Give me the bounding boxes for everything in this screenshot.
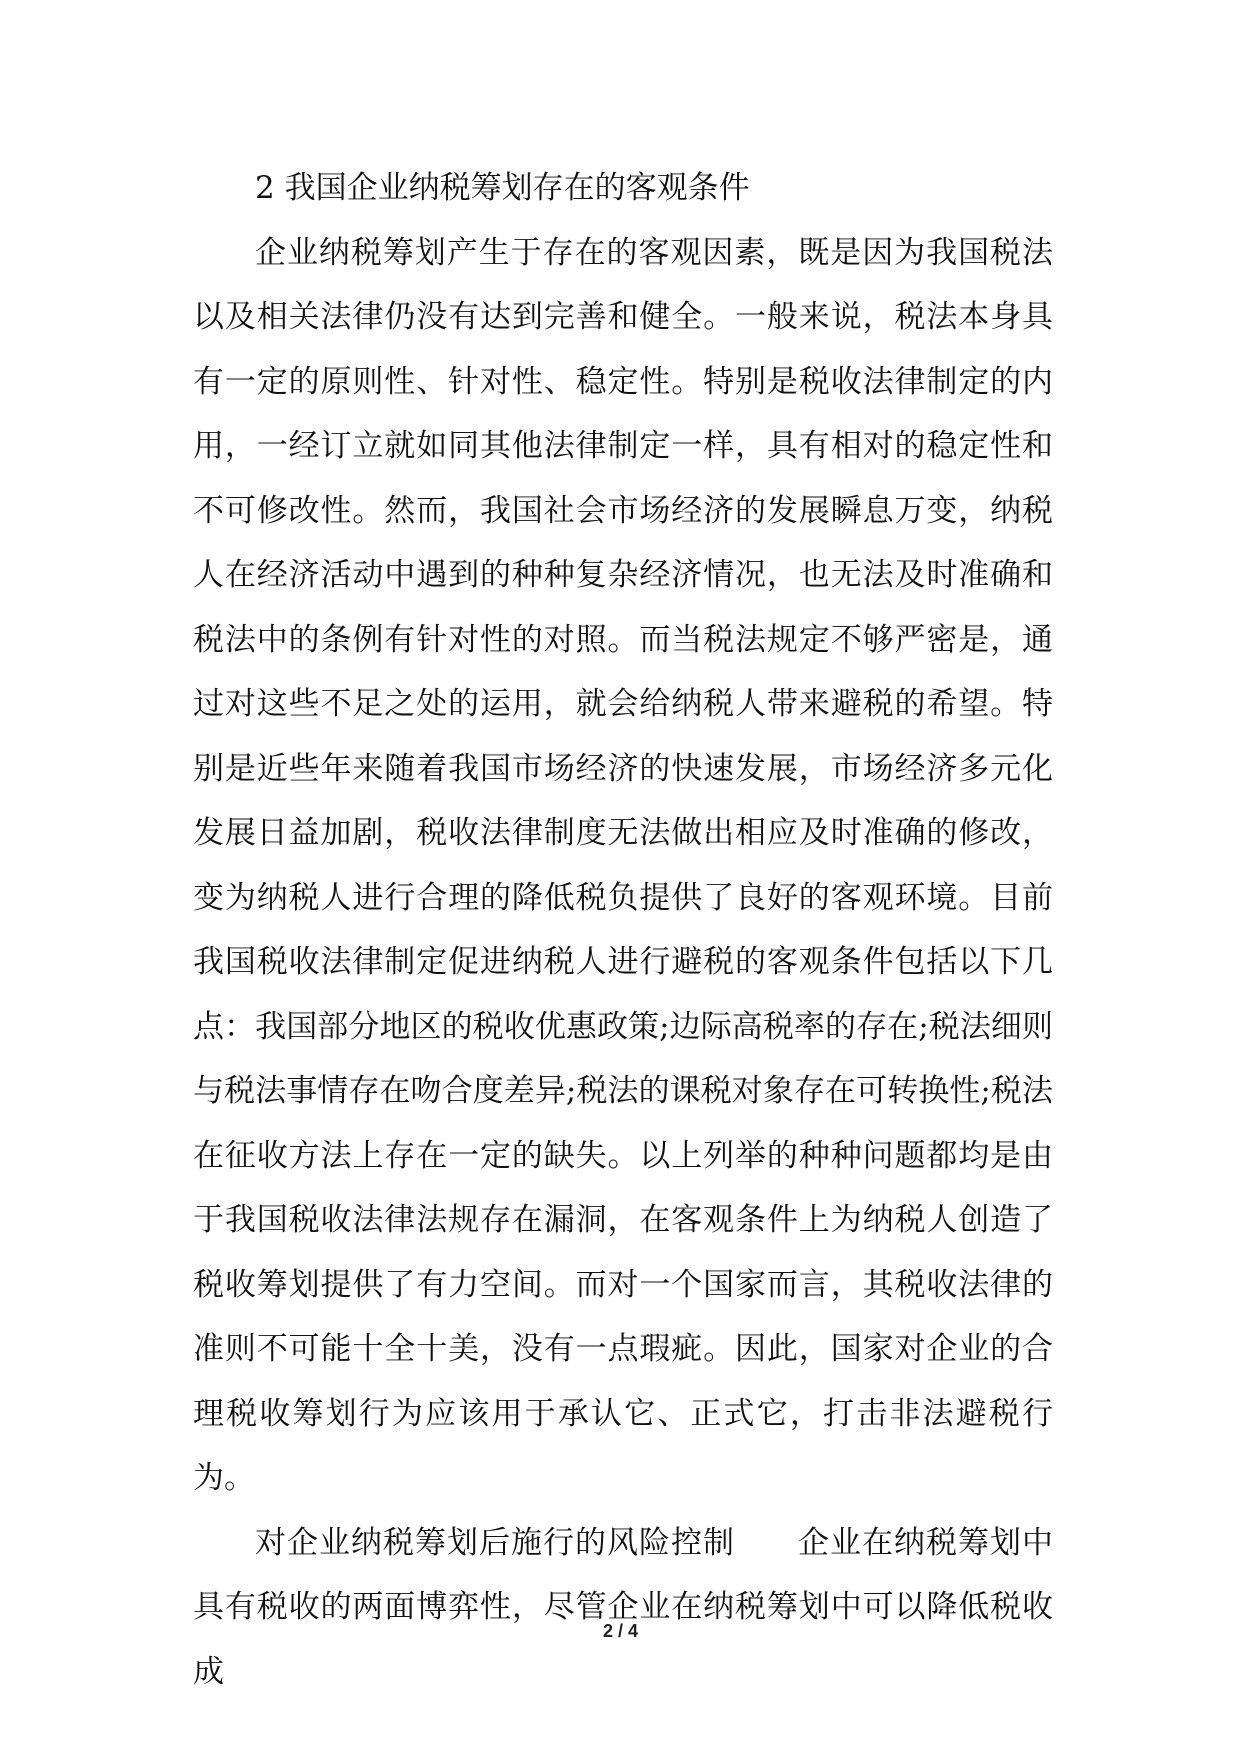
paragraph-text: 企业在纳税筹划中具有税收的两面博弈性，尽管企业在纳税筹划中可以降低税收成	[193, 1524, 1053, 1690]
section-heading: 2 我国企业纳税筹划存在的客观条件	[255, 170, 750, 206]
body-paragraph	[193, 1511, 1053, 1705]
subsection-heading: 对企业纳税筹划后施行的风险控制	[255, 1524, 735, 1561]
document-body	[193, 156, 1053, 1704]
body-paragraph: 企业纳税筹划产生于存在的客观因素，既是因为我国税法以及相关法律仍没有达到完善和健全。一般来说，税法本身具有一定的原则性、针对性、稳定性。特别是税收法律制定的内用，一经订立就如同其他法律制定一样，具有相对的稳定性和不可修改性。然而，我国社会市场经济的发展瞬息万变，纳税人在经济活动中遇到的种种复杂经济情况，也无法及时准确和税法中的条例有针对性的对照。而当税法规定不够严密是，通过对这些不足之处的运用，就会给纳税人带来避税的希望。特别是近些年来随着我国市场经济的快速发展，市场经济多元化发展日益加剧，税收法律制度无法做出相应及时准确的修改，变为纳税人进行合理的降低税负提供了良好的客观环境。目前我国税收法律制定促进纳税人进行避税的客观条件包括以下几点：我国部分地区的税收优惠政策;边际高税率的存在;税法细则与税法事情存在吻合度差异;税法的课税对象存在可转换性;税法在征收方法上存在一定的缺失。以上列举的种种问题都均是由于我国税收法律法规存在漏洞，在客观条件上为纳税人创造了税收筹划提供了有力空间。而对一个国家而言，其税收法律的准则不可能十全十美，没有一点瑕疵。因此，国家对企业的合理税收筹划行为应该用于承认它、正式它，打击非法避税行为。	[193, 234, 1053, 1496]
page-number: 2 / 4	[602, 1621, 639, 1641]
